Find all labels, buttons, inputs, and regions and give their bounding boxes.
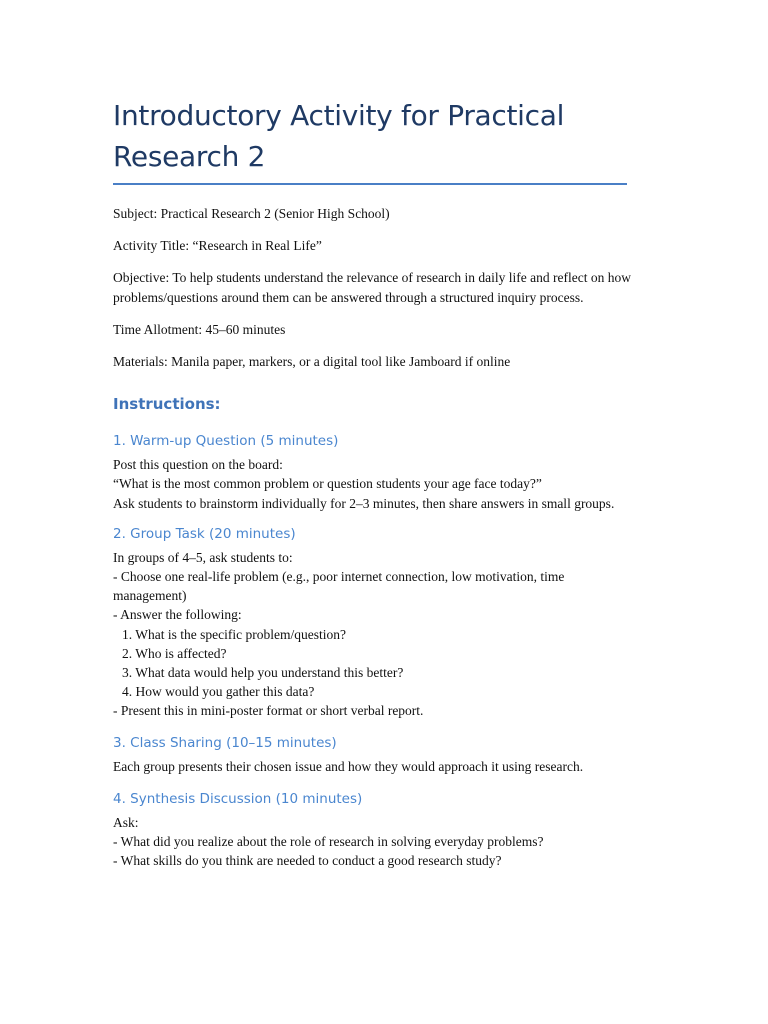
step3-line-1: Each group presents their chosen issue and how they would approach it using research. [113, 758, 584, 774]
step1-heading: 1. Warm-up Question (5 minutes) [113, 433, 339, 450]
step2-line-1: In groups of 4–5, ask students to: [113, 549, 293, 565]
subject-line: Subject: Practical Research 2 (Senior High School) [113, 206, 390, 221]
step4-line-1: Ask: [113, 814, 139, 830]
step2-heading: 2. Group Task (20 minutes) [113, 525, 296, 542]
step4-body [113, 813, 633, 871]
time-allotment-line: Time Allotment: 45–60 minutes [113, 321, 286, 337]
document-page [113, 95, 633, 870]
step2-sub-2: 2. Who is affected? [122, 645, 227, 661]
document-title [113, 95, 633, 177]
step4-line-3: - What skills do you think are needed to conduct a good research study? [113, 853, 502, 869]
step4-line-2: - What did you realize about the role of research in solving everyday problems? [113, 834, 544, 850]
step3-heading: 3. Class Sharing (10–15 minutes) [113, 734, 337, 751]
activity-title-line: Activity Title: “Research in Real Life” [113, 238, 322, 254]
step2-line-4: - Present this in mini-poster format or short verbal report. [113, 703, 424, 719]
step1-line-3: Ask students to brainstorm individually for 2–3 minutes, then share answers in small groups. [113, 495, 615, 511]
instructions-heading: Instructions: [113, 395, 221, 414]
step2-sub-1: 1. What is the specific problem/question? [122, 626, 346, 642]
step2-body [113, 548, 633, 721]
step2-line-2: - Choose one real-life problem (e.g., poor internet connection, low motivation, time management) [113, 569, 565, 604]
step2-sub-4: 4. How would you gather this data? [122, 684, 315, 700]
step1-line-2: “What is the most common problem or question students your age face today?” [113, 476, 542, 492]
materials-line: Materials: Manila paper, markers, or a digital tool like Jamboard if online [113, 354, 511, 370]
step2-sub-3: 3. What data would help you understand this better? [122, 665, 404, 681]
step1-line-1: Post this question on the board: [113, 457, 283, 473]
step1-body [113, 455, 633, 513]
title-line-2: Research 2 [113, 140, 266, 173]
objective-paragraph: Objective: To help students understand the relevance of research in daily life and reflect on how problems/questions around them can be answered through a structured inquiry process. [113, 270, 631, 305]
title-line-1: Introductory Activity for Practical [113, 99, 565, 132]
step4-heading: 4. Synthesis Discussion (10 minutes) [113, 790, 363, 807]
title-underline [113, 183, 627, 185]
step2-line-3: - Answer the following: [113, 607, 242, 623]
step3-body [113, 757, 633, 776]
